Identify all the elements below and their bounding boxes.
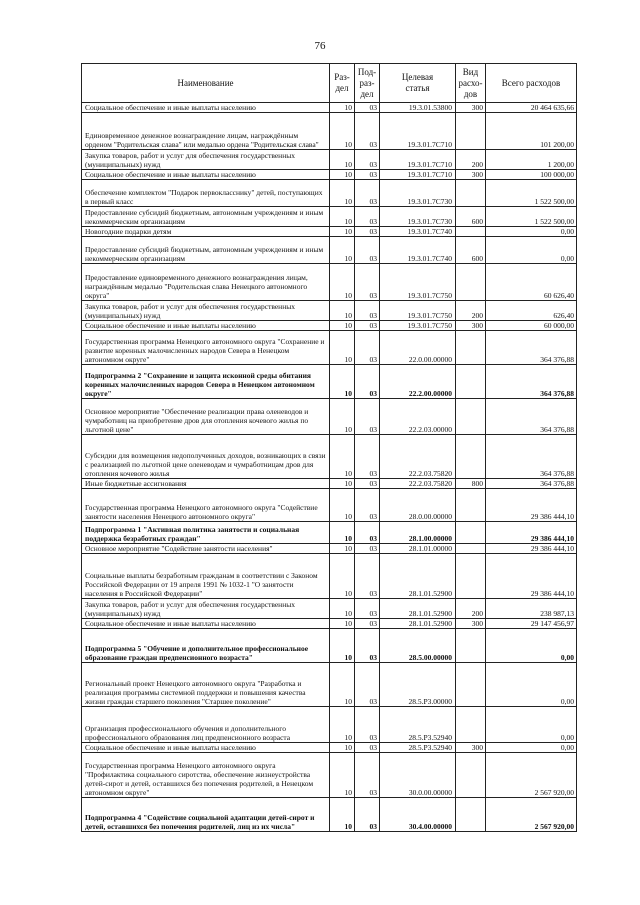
row-target-article-cell: 30.4.00.00000 [380,798,456,832]
row-podrazdel-cell: 03 [355,599,380,619]
row-amount-cell: 238 987,13 [486,599,577,619]
table-body [82,103,577,832]
row-target-article-cell: 22.0.00.00000 [380,331,456,365]
row-name-cell: Субсидии для возмещения недополученных доходов, возникающих в связи с реализацией по льготной цене оленеводам и чумработницам дров для отопления кочевого жилья [82,435,330,479]
row-expense-type-cell: 300 [456,170,486,180]
row-amount-cell: 29 386 444,10 [486,489,577,522]
row-expense-type-cell: 200 [456,301,486,321]
table-row [82,150,577,170]
row-amount-cell: 1 522 500,00 [486,207,577,227]
row-name-cell: Социальное обеспечение и иные выплаты населению [82,321,330,331]
row-name-cell: Предоставление субсидий бюджетным, автономным учреждениям и иным некоммерческим организациям [82,237,330,264]
row-target-article-cell: 28.5.00.00000 [380,629,456,663]
budget-table [81,63,577,832]
row-amount-cell: 0,00 [486,237,577,264]
table-row [82,554,577,599]
row-amount-cell: 626,40 [486,301,577,321]
row-podrazdel-cell: 03 [355,180,380,207]
row-name-cell: Социальные выплаты безработным гражданам в соответствии с Законом Российской Федерации от 19 апреля 1991 № 1032-1 "О занятости населения в Российской Федерации" [82,554,330,599]
row-podrazdel-cell: 03 [355,264,380,301]
row-target-article-cell: 22.2.03.75820 [380,479,456,489]
row-razdel-cell: 10 [330,365,355,399]
row-expense-type-cell [456,435,486,479]
table-row [82,619,577,629]
row-name-cell: Новогодние подарки детям [82,227,330,237]
table-row [82,629,577,663]
row-amount-cell: 29 386 444,10 [486,554,577,599]
row-expense-type-cell [456,331,486,365]
header-razdel: Раз- дел [330,64,355,103]
row-razdel-cell: 10 [330,554,355,599]
row-podrazdel-cell: 03 [355,619,380,629]
row-target-article-cell: 28.1.00.00000 [380,522,456,544]
row-expense-type-cell [456,753,486,798]
row-razdel-cell: 10 [330,753,355,798]
row-podrazdel-cell: 03 [355,798,380,832]
row-target-article-cell: 28.0.00.00000 [380,489,456,522]
row-razdel-cell: 10 [330,103,355,113]
row-podrazdel-cell: 03 [355,522,380,544]
row-target-article-cell: 19.3.01.7С740 [380,237,456,264]
table-row [82,599,577,619]
row-name-cell: Организация профессионального обучения и дополнительного профессионального образования лиц предпенсионного возраста [82,707,330,743]
row-podrazdel-cell: 03 [355,207,380,227]
row-name-cell: Социальное обеспечение и иные выплаты населению [82,619,330,629]
row-amount-cell: 29 147 456,97 [486,619,577,629]
row-expense-type-cell [456,264,486,301]
row-expense-type-cell: 800 [456,479,486,489]
row-expense-type-cell [456,489,486,522]
row-name-cell: Социальное обеспечение и иные выплаты населению [82,103,330,113]
row-expense-type-cell: 600 [456,237,486,264]
row-podrazdel-cell: 03 [355,227,380,237]
row-razdel-cell: 10 [330,150,355,170]
row-podrazdel-cell: 03 [355,399,380,435]
row-name-cell: Государственная программа Ненецкого автономного округа "Сохранение и развитие коренных малочисленных народов Севера в Ненецком автономном округе" [82,331,330,365]
row-amount-cell: 1 522 500,00 [486,180,577,207]
row-expense-type-cell [456,707,486,743]
row-target-article-cell: 28.5.Р3.52940 [380,707,456,743]
row-razdel-cell: 10 [330,180,355,207]
row-expense-type-cell: 200 [456,599,486,619]
row-podrazdel-cell: 03 [355,753,380,798]
row-target-article-cell: 28.1.01.52900 [380,599,456,619]
row-target-article-cell: 19.3.01.53800 [380,103,456,113]
row-name-cell: Социальное обеспечение и иные выплаты населению [82,743,330,753]
row-name-cell: Подпрограмма 1 "Активная политика занятости и социальная поддержка безработных граждан" [82,522,330,544]
table-row [82,170,577,180]
row-expense-type-cell: 600 [456,207,486,227]
row-podrazdel-cell: 03 [355,301,380,321]
row-expense-type-cell [456,399,486,435]
row-podrazdel-cell: 03 [355,435,380,479]
row-target-article-cell: 22.2.03.75820 [380,435,456,479]
row-razdel-cell: 10 [330,707,355,743]
table-row [82,798,577,832]
row-razdel-cell: 10 [330,113,355,150]
row-razdel-cell: 10 [330,479,355,489]
row-razdel-cell: 10 [330,331,355,365]
row-amount-cell: 1 200,00 [486,150,577,170]
row-amount-cell: 364 376,88 [486,365,577,399]
table-row [82,180,577,207]
row-name-cell: Закупка товаров, работ и услуг для обеспечения государственных (муниципальных) нужд [82,301,330,321]
header-name: Наименование [82,64,330,103]
row-podrazdel-cell: 03 [355,103,380,113]
row-expense-type-cell [456,227,486,237]
row-razdel-cell: 10 [330,207,355,227]
row-razdel-cell: 10 [330,435,355,479]
row-podrazdel-cell: 03 [355,554,380,599]
row-target-article-cell: 28.1.01.52900 [380,554,456,599]
row-target-article-cell: 19.3.01.7С750 [380,321,456,331]
row-razdel-cell: 10 [330,599,355,619]
row-target-article-cell: 28.5.Р3.00000 [380,663,456,707]
row-target-article-cell: 19.3.01.7С710 [380,150,456,170]
row-expense-type-cell: 300 [456,103,486,113]
row-podrazdel-cell: 03 [355,743,380,753]
row-target-article-cell: 19.3.01.7С710 [380,113,456,150]
row-podrazdel-cell: 03 [355,629,380,663]
row-podrazdel-cell: 03 [355,150,380,170]
row-target-article-cell: 19.3.01.7С710 [380,170,456,180]
row-podrazdel-cell: 03 [355,237,380,264]
table-row [82,479,577,489]
row-amount-cell: 100 000,00 [486,170,577,180]
row-expense-type-cell [456,544,486,554]
row-razdel-cell: 10 [330,321,355,331]
header-target-article: Целевая статья [380,64,456,103]
table-header-row [82,64,577,103]
table-row [82,237,577,264]
table-row [82,207,577,227]
row-podrazdel-cell: 03 [355,365,380,399]
row-name-cell: Региональный проект Ненецкого автономного округа "Разработка и реализация программы системной поддержки и повышения качества жизни граждан старшего поколения "Старшее поколение" [82,663,330,707]
row-podrazdel-cell: 03 [355,489,380,522]
row-razdel-cell: 10 [330,489,355,522]
row-amount-cell: 364 376,88 [486,435,577,479]
row-name-cell: Подпрограмма 4 "Содействие социальной адаптации детей-сирот и детей, оставшихся без попечения родителей, лиц из их числа" [82,798,330,832]
row-amount-cell: 2 567 920,00 [486,798,577,832]
row-amount-cell: 60 626,40 [486,264,577,301]
row-podrazdel-cell: 03 [355,321,380,331]
row-name-cell: Единовременное денежное вознаграждение лицам, награждённым орденом "Родительская слава" или медалью ордена "Родительская слава" [82,113,330,150]
row-target-article-cell: 19.3.01.7С730 [380,207,456,227]
row-amount-cell: 101 200,00 [486,113,577,150]
row-expense-type-cell: 300 [456,321,486,331]
row-razdel-cell: 10 [330,544,355,554]
row-podrazdel-cell: 03 [355,170,380,180]
row-podrazdel-cell: 03 [355,331,380,365]
row-expense-type-cell: 300 [456,619,486,629]
row-razdel-cell: 10 [330,264,355,301]
row-expense-type-cell [456,180,486,207]
row-expense-type-cell [456,522,486,544]
table-row [82,301,577,321]
row-razdel-cell: 10 [330,522,355,544]
table-row [82,264,577,301]
row-name-cell: Государственная программа Ненецкого автономного округа "Содействие занятости населения Ненецкого автономного округа" [82,489,330,522]
row-podrazdel-cell: 03 [355,544,380,554]
row-name-cell: Подпрограмма 2 "Сохранение и защита исконной среды обитания коренных малочисленных народов Севера в Ненецком автономном округе" [82,365,330,399]
row-expense-type-cell: 200 [456,150,486,170]
row-amount-cell: 0,00 [486,227,577,237]
row-target-article-cell: 28.1.01.00000 [380,544,456,554]
table-row [82,331,577,365]
table-row [82,707,577,743]
table-row [82,522,577,544]
row-amount-cell: 29 386 444,10 [486,544,577,554]
row-razdel-cell: 10 [330,399,355,435]
row-podrazdel-cell: 03 [355,479,380,489]
row-target-article-cell: 19.3.01.7С730 [380,180,456,207]
row-amount-cell: 20 464 635,66 [486,103,577,113]
row-expense-type-cell: 300 [456,743,486,753]
row-target-article-cell: 19.3.01.7С740 [380,227,456,237]
row-name-cell: Закупка товаров, работ и услуг для обеспечения государственных (муниципальных) нужд [82,599,330,619]
table-row [82,663,577,707]
row-amount-cell: 0,00 [486,707,577,743]
row-expense-type-cell [456,629,486,663]
row-razdel-cell: 10 [330,629,355,663]
header-podrazdel: Под- раз- дел [355,64,380,103]
row-name-cell: Государственная программа Ненецкого автономного округа "Профилактика социального сиротства, обеспечение жизнеустройства детей-сирот и детей, оставшихся без попечения родителей, в Ненецком автономном округе" [82,753,330,798]
table-row [82,227,577,237]
row-name-cell: Предоставление единовременного денежного вознаграждения лицам, награждённым медалью "Родительская слава Ненецкого автономного округа" [82,264,330,301]
row-amount-cell: 29 386 444,10 [486,522,577,544]
row-expense-type-cell [456,554,486,599]
header-expense-type: Вид расхо- дов [456,64,486,103]
table-row [82,113,577,150]
table-row [82,365,577,399]
row-amount-cell: 60 000,00 [486,321,577,331]
row-razdel-cell: 10 [330,301,355,321]
row-target-article-cell: 30.0.00.00000 [380,753,456,798]
row-razdel-cell: 10 [330,663,355,707]
table-row [82,399,577,435]
row-razdel-cell: 10 [330,170,355,180]
row-razdel-cell: 10 [330,798,355,832]
row-razdel-cell: 10 [330,619,355,629]
table-row [82,103,577,113]
row-name-cell: Обеспечение комплектом "Подарок первокласснику" детей, поступающих в первый класс [82,180,330,207]
table-row [82,321,577,331]
row-razdel-cell: 10 [330,237,355,264]
page-number: 76 [314,40,326,52]
row-target-article-cell: 19.3.01.7С750 [380,301,456,321]
row-name-cell: Основное мероприятие "Содействие занятости населения" [82,544,330,554]
table-row [82,544,577,554]
row-name-cell: Основное мероприятие "Обеспечение реализации права оленеводов и чумработниц на приобретение дров для отопления кочевого жилья по льготной цене" [82,399,330,435]
row-expense-type-cell [456,663,486,707]
table-row [82,753,577,798]
row-target-article-cell: 22.2.03.00000 [380,399,456,435]
row-target-article-cell: 22.2.00.00000 [380,365,456,399]
row-amount-cell: 364 376,88 [486,399,577,435]
row-name-cell: Подпрограмма 5 "Обучение и дополнительное профессиональное образование граждан предпенсионного возраста" [82,629,330,663]
row-amount-cell: 364 376,88 [486,479,577,489]
table-row [82,435,577,479]
row-podrazdel-cell: 03 [355,663,380,707]
row-amount-cell: 0,00 [486,663,577,707]
row-name-cell: Закупка товаров, работ и услуг для обеспечения государственных (муниципальных) нужд [82,150,330,170]
table-row [82,743,577,753]
row-amount-cell: 0,00 [486,629,577,663]
row-podrazdel-cell: 03 [355,707,380,743]
row-podrazdel-cell: 03 [355,113,380,150]
row-amount-cell: 0,00 [486,743,577,753]
row-name-cell: Иные бюджетные ассигнования [82,479,330,489]
row-expense-type-cell [456,798,486,832]
row-expense-type-cell [456,113,486,150]
row-expense-type-cell [456,365,486,399]
header-total: Всего расходов [486,64,577,103]
row-amount-cell: 2 567 920,00 [486,753,577,798]
row-amount-cell: 364 376,88 [486,331,577,365]
row-name-cell: Социальное обеспечение и иные выплаты населению [82,170,330,180]
row-name-cell: Предоставление субсидий бюджетным, автономным учреждениям и иным некоммерческим организациям [82,207,330,227]
row-target-article-cell: 28.5.Р3.52940 [380,743,456,753]
row-razdel-cell: 10 [330,227,355,237]
row-target-article-cell: 28.1.01.52900 [380,619,456,629]
row-target-article-cell: 19.3.01.7С750 [380,264,456,301]
table-row [82,489,577,522]
row-razdel-cell: 10 [330,743,355,753]
